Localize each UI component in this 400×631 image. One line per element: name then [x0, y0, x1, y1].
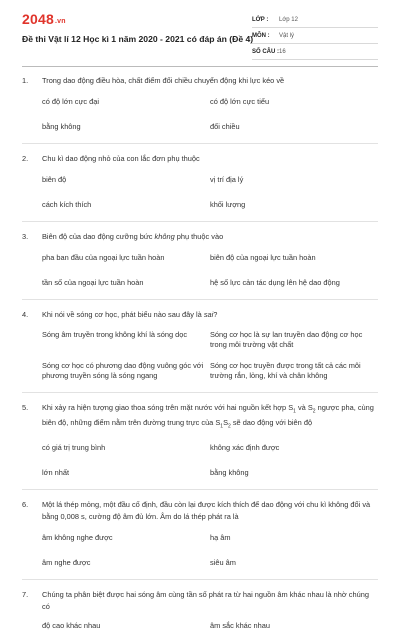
answer-option[interactable]: Sóng cơ học có phương dao động vuông góc với phương truyền sóng là sóng ngang — [42, 361, 204, 380]
question-3 — [22, 231, 378, 300]
answer-option[interactable]: biên độ — [42, 175, 67, 184]
question-number: 1. — [22, 76, 29, 85]
question-1 — [22, 75, 378, 144]
question-5 — [22, 402, 378, 490]
question-number: 2. — [22, 154, 29, 163]
answer-option[interactable]: có giá trị trung bình — [42, 442, 106, 452]
answer-option[interactable]: không xác định được — [210, 442, 280, 452]
answer-option[interactable]: âm nghe được — [42, 557, 91, 567]
meta-class: LỚP : Lớp 12 — [252, 12, 378, 28]
question-text: Khi nói về sóng cơ học, phát biểu nào sau đây là sai? — [42, 310, 218, 319]
question-number: 7. — [22, 589, 29, 599]
document-header — [0, 0, 400, 66]
answer-option[interactable]: bằng không — [42, 122, 81, 131]
question-divider — [22, 143, 378, 144]
question-divider — [22, 221, 378, 222]
answer-option[interactable]: biên độ của ngoại lực tuần hoàn — [210, 253, 316, 262]
question-text: Chu kì dao động nhỏ của con lắc đơn phụ thuộc — [42, 154, 200, 163]
header-divider — [22, 66, 378, 67]
answer-option[interactable]: âm không nghe được — [42, 532, 113, 542]
answer-option[interactable]: khối lượng — [210, 200, 246, 209]
question-number: 3. — [22, 232, 29, 241]
answer-option[interactable]: Sóng cơ học truyền được trong tất cả các môi trường rắn, lỏng, khí và chân không — [210, 361, 361, 380]
meta-question-count: SỐ CÂU : 16 — [252, 44, 378, 60]
question-divider — [22, 489, 378, 490]
site-logo[interactable]: 2048.vn — [22, 11, 66, 27]
question-number: 4. — [22, 310, 29, 319]
answer-option[interactable]: vị trí địa lý — [210, 175, 244, 184]
answer-option[interactable]: bằng không — [210, 467, 249, 477]
answer-option[interactable]: hệ số lực cản tác dụng lên hệ dao động — [210, 278, 340, 287]
question-4 — [22, 309, 378, 393]
answer-option[interactable]: Sóng cơ học là sự lan truyền dao động cơ học trong môi trường vật chất — [210, 330, 363, 349]
answer-option[interactable]: siêu âm — [210, 557, 236, 567]
answer-option[interactable]: tần số của ngoại lực tuần hoàn — [42, 278, 144, 287]
answer-option[interactable]: pha ban đầu của ngoại lực tuần hoàn — [42, 253, 165, 262]
question-divider — [22, 579, 378, 580]
question-text: Khi xảy ra hiện tượng giao thoa sóng trên mặt nước với hai nguồn kết hợp $S_1$ và $S_2$ ngược pha, cùng biên độ, những điểm nằm trên đường trung trực của $S_1S_2$ sẽ dao động với biên độ — [42, 403, 374, 430]
question-text: Một lá thép mỏng, một đầu cố định, đầu còn lại được kích thích để dao động với chu kì không đổi và bằng 0,008 s, cường độ âm đủ lớn. Âm do lá thép phát ra là — [42, 499, 371, 521]
question-divider — [22, 299, 378, 300]
question-2 — [22, 153, 378, 222]
exam-meta — [252, 12, 378, 60]
answer-option[interactable]: có độ lớn cực đại — [42, 97, 100, 106]
question-number: 6. — [22, 499, 29, 509]
question-6 — [22, 499, 378, 580]
question-divider — [22, 392, 378, 393]
answer-option[interactable]: độ cao khác nhau — [42, 620, 101, 630]
answer-option[interactable]: âm sắc khác nhau — [210, 620, 270, 630]
answer-option[interactable]: hạ âm — [210, 532, 231, 542]
question-text: Biên độ của dao động cưỡng bức không phụ thuộc vào — [42, 232, 224, 241]
question-list — [22, 75, 378, 631]
page-title: Đề thi Vật lí 12 Học kì 1 năm 2020 - 2021 có đáp án (Đề 4) — [22, 34, 254, 44]
answer-option[interactable]: lớn nhất — [42, 467, 70, 477]
answer-option[interactable]: đổi chiều — [210, 122, 240, 131]
question-number: 5. — [22, 403, 29, 412]
question-7 — [22, 589, 378, 631]
question-text: Chúng ta phân biệt được hai sóng âm cùng tần số phát ra từ hai nguồn âm khác nhau là nhờ chúng có — [42, 589, 369, 611]
question-text: Trong dao động điều hòa, chất điểm đổi chiều chuyển động khi lực kéo về — [42, 76, 285, 85]
meta-subject: MÔN : Vật lý — [252, 28, 378, 44]
answer-option[interactable]: cách kích thích — [42, 200, 92, 209]
answer-option[interactable]: có độ lớn cực tiểu — [210, 97, 270, 106]
answer-option[interactable]: Sóng âm truyền trong không khí là sóng dọc — [42, 330, 188, 339]
